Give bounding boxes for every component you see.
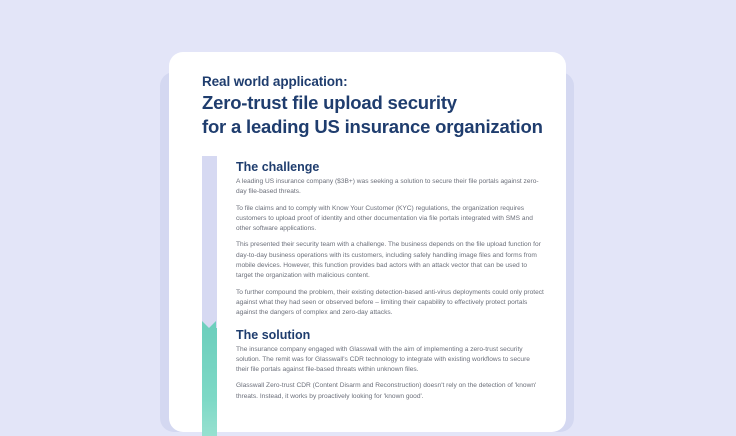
progress-side-bar: [202, 156, 217, 436]
paragraph: To file claims and to comply with Know Your Customer (KYC) regulations, the organization requires customers to upload proof of identity and other documentation via file portals integrated with SMS and other software applications.: [236, 204, 533, 233]
paragraph: A leading US insurance company ($3B+) was seeking a solution to secure their file portals against zero-day file-based threats.: [236, 178, 539, 196]
eyebrow-label: Real world application:: [202, 74, 348, 89]
page-title: [202, 91, 543, 139]
title-line-1: Zero-trust file upload security: [202, 92, 457, 113]
document-content: [236, 159, 544, 408]
section-heading: The solution: [236, 327, 311, 342]
title-line-2: for a leading US insurance organization: [202, 116, 543, 137]
section-challenge: [236, 159, 544, 319]
paragraph: This presented their security team with a challenge. The business depends on the file upload function for day-to-day business operations with its customers, including safely handling image files and forms from mobile devices. However, this function provides bad actors with an attack vector that can be used to target the organization with malicious content.: [236, 241, 541, 280]
section-solution: [236, 327, 544, 402]
paragraph: Glasswall Zero-trust CDR (Content Disarm and Reconstruction) doesn't rely on the detection of 'known' threats. Instead, it works by proactively looking for 'known good'.: [236, 382, 537, 400]
paragraph: To further compound the problem, their existing detection-based anti-virus deployments could only protect against what they had seen or observed before – limiting their capability to effectively protect portals against the dangers of complex and zero-day attacks.: [236, 288, 544, 317]
document-card: [169, 52, 566, 432]
side-bar-teal-segment: [202, 328, 217, 436]
paragraph: The insurance company engaged with Glasswall with the aim of implementing a zero-trust security solution. The remit was for Glasswall's CDR technology to integrate with existing workflows to secure their file portals against file-based threats within unknown files.: [236, 345, 530, 374]
section-heading: The challenge: [236, 160, 320, 174]
